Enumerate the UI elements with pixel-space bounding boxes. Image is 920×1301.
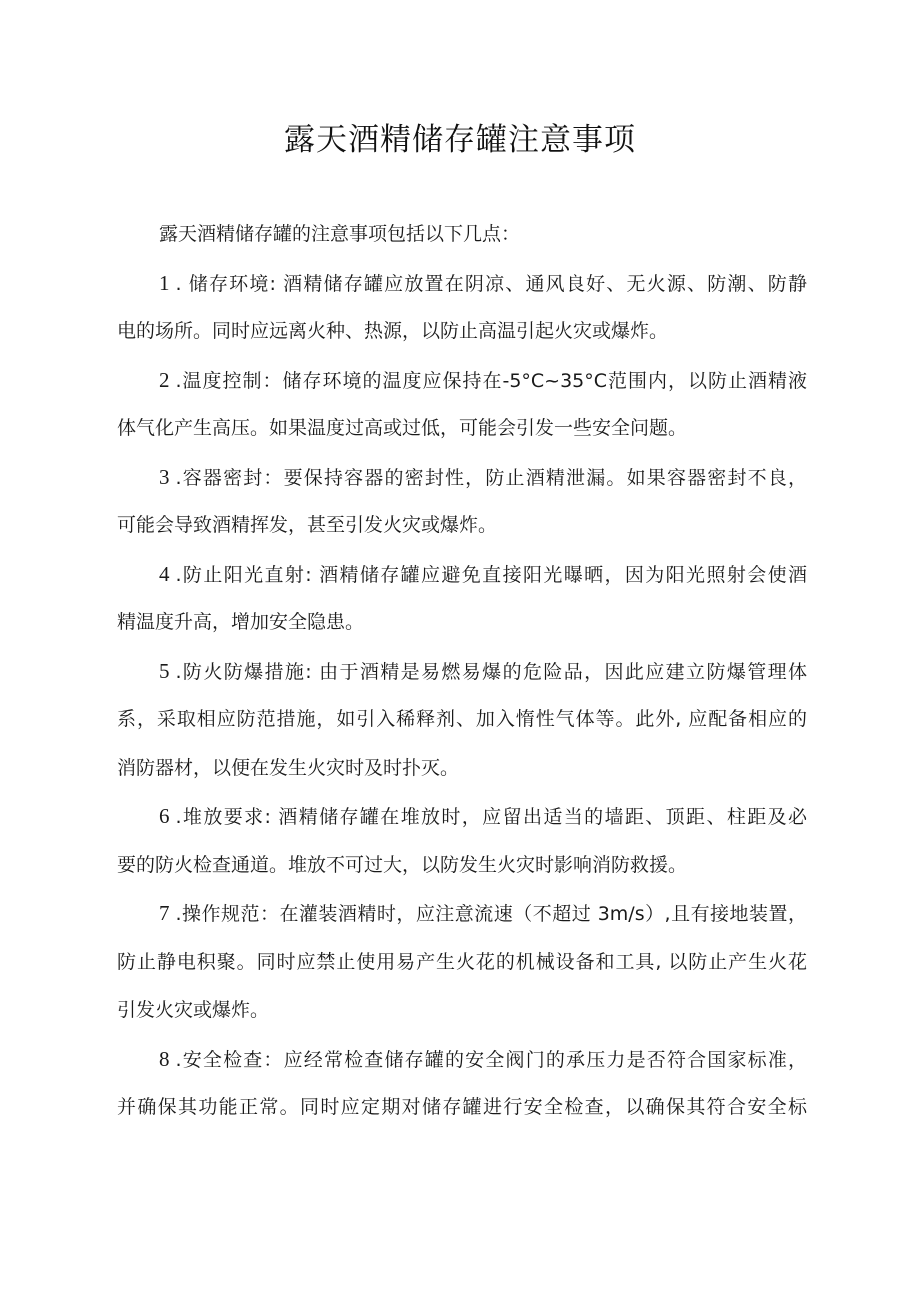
paragraph-line xyxy=(117,986,807,1035)
line-text: 消防器材，以便在发生火灾时及时扑灭。 xyxy=(117,756,460,779)
line-text: 露天酒精储存罐的注意事项包括以下几点： xyxy=(159,223,521,245)
line-text: 要的防火检查通道。堆放不可过大，以防发生火灾时影响消防救援。 xyxy=(117,853,688,876)
line-text: .防火防爆措施: 由于酒精是易燃易爆的危险品，因此应建立防爆管理体 xyxy=(175,660,807,683)
item-number: 3 xyxy=(159,464,170,489)
numbered-item-line xyxy=(117,889,807,938)
paragraph-line xyxy=(117,695,807,744)
line-text: .容器密封：要保持容器的密封性，防止酒精泄漏。如果容器密封不良， xyxy=(175,466,807,489)
line-text: 可能会导致酒精挥发，甚至引发火灾或爆炸。 xyxy=(117,514,498,536)
numbered-item-line xyxy=(117,647,807,696)
paragraph-line xyxy=(117,598,807,647)
paragraph-line xyxy=(117,1083,807,1132)
paragraph-line xyxy=(117,210,807,259)
item-number: 4 xyxy=(159,561,170,586)
numbered-item-line xyxy=(117,453,807,502)
item-number: 8 xyxy=(159,1046,170,1071)
paragraph-line xyxy=(117,404,807,453)
line-text: 防止静电积聚。同时应禁止使用易产生火花的机械设备和工具, 以防止产生火花 xyxy=(117,950,807,973)
line-text: . 储存环境: 酒精储存罐应放置在阴凉、通风良好、无火源、防潮、防静 xyxy=(175,272,807,295)
numbered-item-line xyxy=(117,550,807,599)
line-text: 并确保其功能正常。同时应定期对储存罐进行安全检查，以确保其符合安全标 xyxy=(117,1096,807,1118)
paragraph-line xyxy=(117,501,807,550)
line-text: 系，采取相应防范措施，如引入稀释剂、加入惰性气体等。此外, 应配备相应的 xyxy=(117,708,807,730)
numbered-item-line xyxy=(117,792,807,841)
numbered-item-line xyxy=(117,259,807,308)
numbered-item-line xyxy=(117,356,807,405)
document-title: 露天酒精储存罐注意事项 xyxy=(284,122,636,158)
line-text: 电的场所。同时应远离火种、热源，以防止高温引起火灾或爆炸。 xyxy=(117,320,669,342)
line-text: .安全检查：应经常检查储存罐的安全阀门的承压力是否符合国家标准， xyxy=(175,1048,807,1071)
paragraph-line xyxy=(117,841,807,890)
document-body xyxy=(117,210,807,1132)
item-number: 7 xyxy=(159,901,170,925)
numbered-item-line xyxy=(117,1035,807,1084)
item-number: 6 xyxy=(159,804,170,828)
item-number: 5 xyxy=(159,658,170,683)
line-text: .堆放要求: 酒精储存罐在堆放时，应留出适当的墙距、顶距、柱距及必 xyxy=(175,806,807,828)
item-number: 2 xyxy=(159,367,170,392)
line-text: 精温度升高，增加安全隐患。 xyxy=(117,611,365,633)
line-text: 引发火灾或爆炸。 xyxy=(117,999,270,1021)
line-text: .温度控制：储存环境的温度应保持在-5°C~35°C范围内，以防止酒精液 xyxy=(175,369,807,392)
item-number: 1 xyxy=(159,270,170,295)
line-text: 体气化产生高压。如果温度过高或过低，可能会引发一些安全问题。 xyxy=(117,417,688,439)
paragraph-line xyxy=(117,744,807,793)
paragraph-line xyxy=(117,938,807,987)
line-text: .操作规范：在灌装酒精时，应注意流速（不超过 3m/s）,且有接地装置， xyxy=(175,903,807,925)
line-text: .防止阳光直射: 酒精储存罐应避免直接阳光曝晒，因为阳光照射会使酒 xyxy=(175,563,807,586)
paragraph-line xyxy=(117,307,807,356)
